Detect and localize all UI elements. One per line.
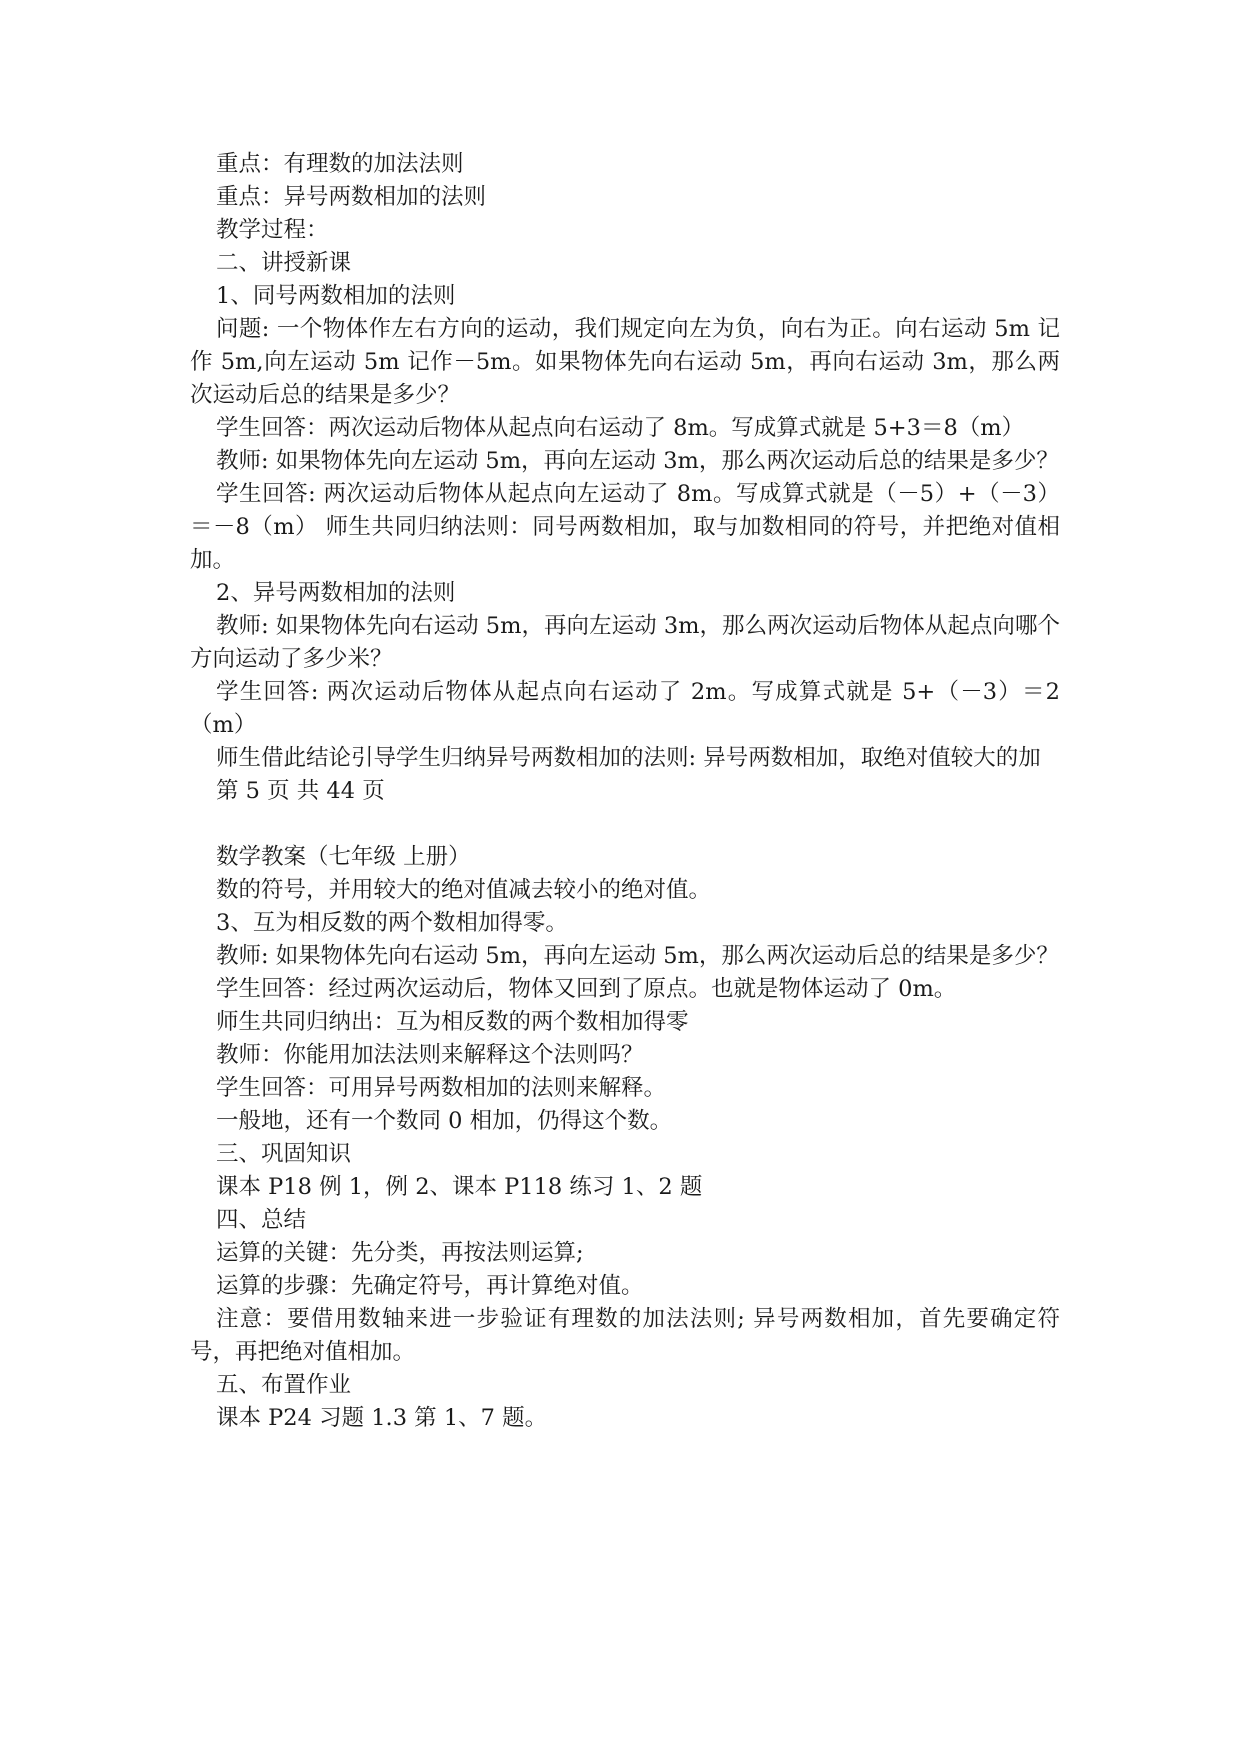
zero-addition-note: 一般地，还有一个数同 0 相加，仍得这个数。 (216, 1108, 673, 1134)
document-page (190, 148, 1060, 1435)
student-answer-1: 学生回答：两次运动后物体从起点向右运动了 8m。写成算式就是 5+3＝8（m） (216, 415, 1025, 441)
teacher-question-5: 教师：你能用加法法则来解释这个法则吗？ (216, 1042, 644, 1068)
key-point-1: 重点：有理数的加法法则 (216, 151, 464, 177)
subheading-same-sign-rule: 1、同号两数相加的法则 (216, 283, 456, 309)
teaching-process-heading: 教学过程： (216, 217, 329, 243)
summary-note: 注意：要借用数轴来进一步验证有理数的加法法则; 异号两数相加，首先要确定符号，再把绝对值相加。 (190, 1306, 1060, 1365)
student-answer-2: 学生回答: 两次运动后物体从起点向左运动了 8m。写成算式就是（－5）+（－3）＝－8（m） 师生共同归纳法则：同号两数相加，取与加数相同的符号，并把绝对值相加。 (190, 481, 1060, 573)
section-heading-new-lesson: 二、讲授新课 (216, 250, 352, 276)
running-header: 数学教案（七年级 上册） (216, 844, 471, 870)
question-paragraph: 问题: 一个物体作左右方向的运动，我们规定向左为负，向右为正。向右运动 5m 记作 5m,向左运动 5m 记作－5m。如果物体先向右运动 5m，再向右运动 3m，那么两次运动后总的结果是多少？ (190, 316, 1060, 408)
page-number: 第 5 页 共 44 页 (216, 778, 385, 804)
rule-summary-paragraph: 师生借此结论引导学生归纳异号两数相加的法则: 异号两数相加，取绝对值较大的加 (216, 745, 1041, 771)
student-answer-4: 学生回答：经过两次运动后，物体又回到了原点。也就是物体运动了 0m。 (216, 976, 957, 1002)
student-answer-5: 学生回答：可用异号两数相加的法则来解释。 (216, 1075, 667, 1101)
homework-assignment: 课本 P24 习题 1.3 第 1、7 题。 (216, 1405, 548, 1431)
subheading-different-sign-rule: 2、异号两数相加的法则 (216, 580, 456, 606)
section-heading-consolidate: 三、巩固知识 (216, 1141, 352, 1167)
textbook-exercises: 课本 P18 例 1，例 2、课本 P118 练习 1、2 题 (216, 1174, 703, 1200)
section-heading-summary: 四、总结 (216, 1207, 307, 1233)
key-point-2: 重点：异号两数相加的法则 (216, 184, 487, 210)
teacher-question-2: 教师: 如果物体先向左运动 5m，再向左运动 3m，那么两次运动后总的结果是多少？ (216, 448, 1059, 474)
teacher-question-3: 教师: 如果物体先向右运动 5m，再向左运动 3m，那么两次运动后物体从起点向哪个方向运动了多少米？ (190, 613, 1060, 672)
summary-key: 运算的关键：先分类，再按法则运算; (216, 1240, 584, 1266)
page-break-gap (190, 808, 1060, 841)
subheading-opposites-rule: 3、互为相反数的两个数相加得零。 (216, 910, 568, 936)
student-answer-3: 学生回答: 两次运动后物体从起点向右运动了 2m。写成算式就是 5+（－3）＝2（m） (190, 679, 1060, 738)
rule-continuation: 数的符号，并用较大的绝对值减去较小的绝对值。 (216, 877, 712, 903)
opposites-summary: 师生共同归纳出：互为相反数的两个数相加得零 (216, 1009, 689, 1035)
summary-steps: 运算的步骤：先确定符号，再计算绝对值。 (216, 1273, 644, 1299)
teacher-question-4: 教师: 如果物体先向右运动 5m，再向左运动 5m，那么两次运动后总的结果是多少？ (216, 943, 1059, 969)
section-heading-homework: 五、布置作业 (216, 1372, 352, 1398)
